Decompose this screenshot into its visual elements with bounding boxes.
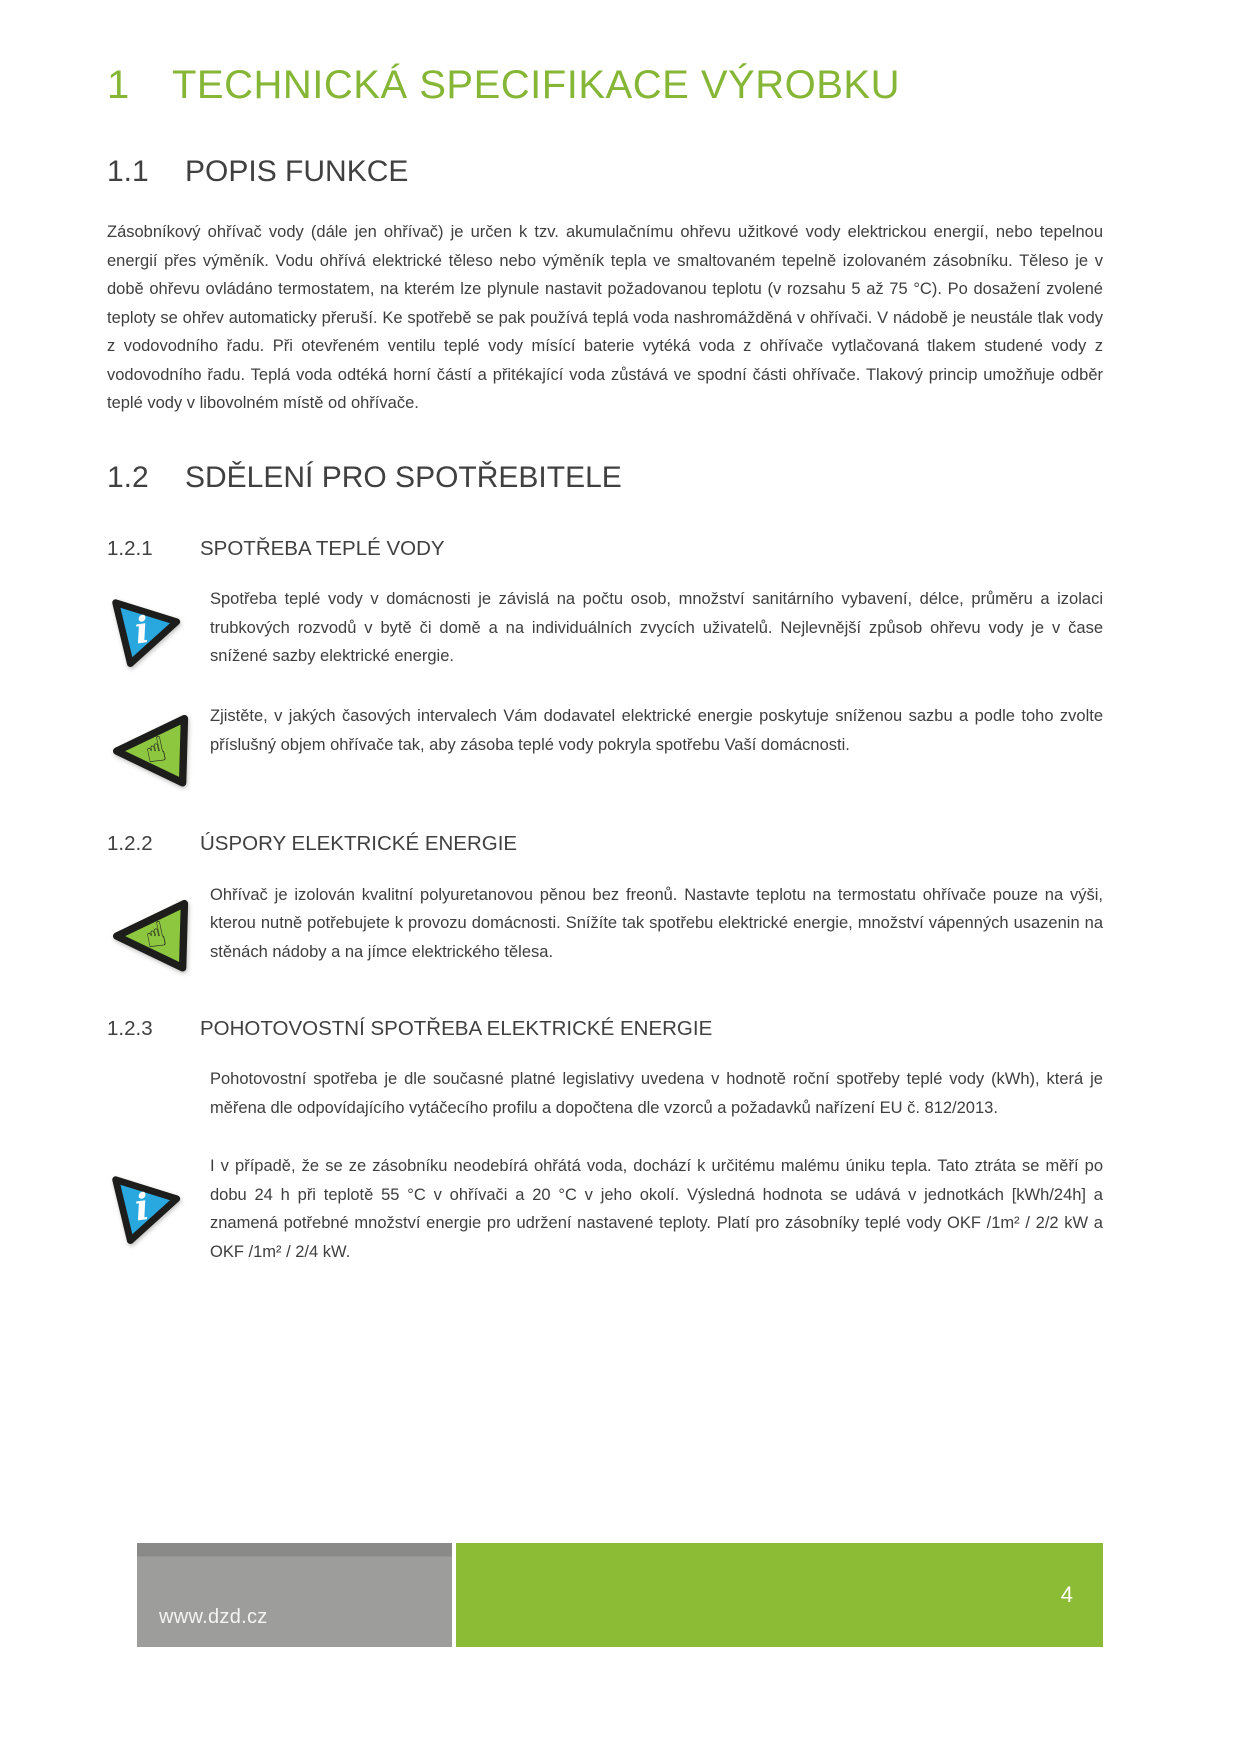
tip-text: Ohřívač je izolován kvalitní polyuretanovou pěnou bez freonů. Nastavte teplotu na termostatu ohřívače pouze na výši, kterou nutně potřebujete k provozu domácnosti. Snížíte tak spotřebu elektrické energie, množství vápenných usazenin na stěnách nádoby a na jímce elektrického tělesa. — [210, 885, 1103, 961]
subsection-number: 1.2.3 — [107, 1016, 153, 1040]
footer-page-box — [456, 1543, 1103, 1647]
chapter-heading — [107, 62, 1103, 108]
section-heading-1-2 — [107, 460, 1103, 496]
info-block — [107, 1152, 1103, 1266]
info-icon — [107, 1152, 210, 1251]
info-text: I v případě, že se ze zásobníku neodebírá ohřátá voda, dochází k určitému malému úniku tepla. Tato ztráta se měří po dobu 24 h při teplotě 55 °C v ohřívači a 20 °C v jeho okolí. Výsledná hodnota se udává v jednotkách [kWh/24h] a znamená potřebné množství energie pro udržení nastavené teploty. Platí pro zásobníky teplé vody OKF /1m² / 2/2 kW a OKF /1m² / 2/4 kW. — [210, 1157, 1103, 1261]
subsection-heading-1-2-1 — [107, 536, 1103, 562]
svg-text:☝: ☝ — [141, 914, 170, 957]
section-number: 1.1 — [107, 155, 149, 188]
subsection-number: 1.2.1 — [107, 536, 153, 560]
subsection-heading-1-2-3 — [107, 1016, 1103, 1042]
svg-text:i: i — [132, 1185, 152, 1230]
section-number: 1.2 — [107, 460, 149, 494]
subsection-title: ÚSPORY ELEKTRICKÉ ENERGIE — [200, 832, 518, 856]
info-block — [107, 585, 1103, 674]
subsection-title: SPOTŘEBA TEPLÉ VODY — [200, 536, 445, 560]
footer-brand-box — [137, 1543, 452, 1647]
subsection-number: 1.2.2 — [107, 832, 153, 856]
section-title: SDĚLENÍ PRO SPOTŘEBITELE — [185, 460, 622, 494]
svg-text:i: i — [132, 608, 152, 653]
subsection-heading-1-2-2 — [107, 831, 1103, 857]
paragraph-popis-funkce: Zásobníkový ohřívač vody (dále jen ohřívač) je určen k tzv. akumulačnímu ohřevu užitkové vody elektrickou energií, nebo tepelnou energií přes výměník. Vodu ohřívá elektrické těleso nebo výměník tepla ve smaltovaném tepelně izolovaném zásobníku. Těleso je v době ohřevu ovládáno termostatem, na kterém lze plynule nastavit požadovanou teplotu (v rozsahu 5 až 75 °C). Po dosažení zvolené teploty se ohřev automaticky přeruší. Ke spotřebě se pak používá teplá voda nashromážděná v ohřívači. V nádobě je neustále tlak vody z vodovodního řadu. Při otevřeném ventilu teplé vody mísící baterie vytéká voda z ohřívače vytlačovaná tlakem studené vody z vodovodního řadu. Teplá voda odtéká horní částí a přitékající voda zůstává ve spodní části ohřívače. Tlakový princip umožňuje odběr teplé vody v libovolném místě od ohřívače. — [107, 223, 1103, 412]
footer-url: www.dzd.cz — [159, 1606, 268, 1628]
paragraph-pohotovostni: Pohotovostní spotřeba je dle současné platné legislativy uvedena v hodnotě roční spotřeby teplé vody (kWh), která je měřena dle odpovídajícího vytáčecího profilu a dopočtena dle vzorců a požadavků nařízení EU č. 812/2013. — [210, 1070, 1103, 1117]
section-title: POPIS FUNKCE — [185, 155, 409, 188]
svg-text:☝: ☝ — [141, 730, 170, 772]
tip-text: Zjistěte, v jakých časových intervalech Vám dodavatel elektrické energie poskytuje sníženou sazbu a podle toho zvolte příslušný objem ohřívače tak, aby zásoba teplé vody pokryla spotřebu Vaší domácnosti. — [210, 707, 1103, 754]
tip-block — [107, 702, 1103, 795]
tip-block — [107, 881, 1103, 980]
page-content — [0, 62, 1240, 1266]
page-footer — [137, 1543, 1103, 1647]
info-icon — [107, 585, 210, 674]
subsection-title: POHOTOVOSTNÍ SPOTŘEBA ELEKTRICKÉ ENERGIE — [200, 1016, 713, 1040]
chapter-title: TECHNICKÁ SPECIFIKACE VÝROBKU — [172, 63, 900, 107]
section-heading-1-1 — [107, 154, 1103, 190]
page-number: 4 — [1060, 1582, 1073, 1607]
hand-icon — [107, 702, 210, 795]
chapter-number: 1 — [107, 63, 130, 107]
info-text: Spotřeba teplé vody v domácnosti je závislá na počtu osob, množství sanitárního vybavení, délce, průměru a izolaci trubkových rozvodů v bytě či domě a na individuálních zvycích uživatelů. Nejlevnější způsob ohřevu vody je v čase snížené sazby elektrické energie. — [210, 590, 1103, 666]
hand-icon — [107, 881, 210, 980]
